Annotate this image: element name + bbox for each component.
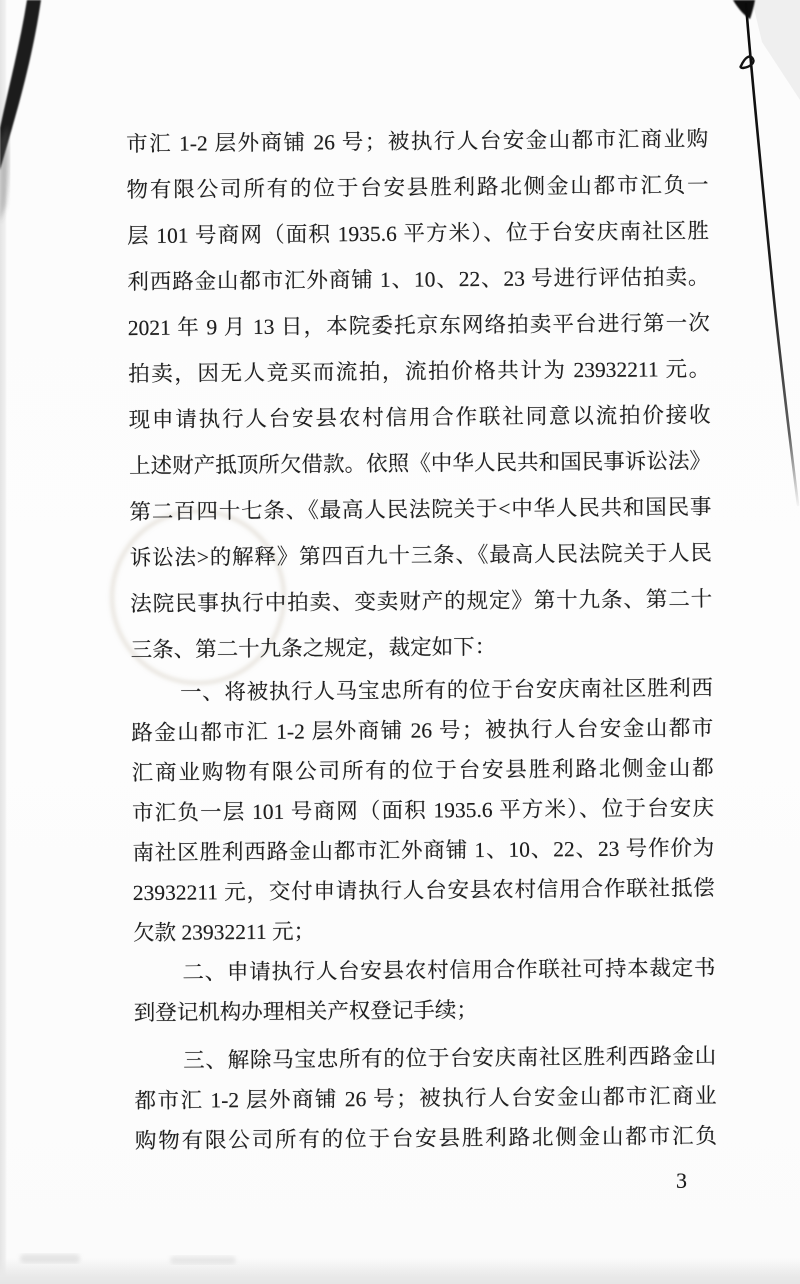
text-line: 物有限公司所有的位于台安县胜利路北侧金山都市汇负一 — [126, 172, 709, 203]
text-line: 路金山都市汇 1-2 层外商铺 26 号；被执行人台安金山都市 — [131, 715, 714, 746]
text-line: 23932211 元，交付申请执行人台安县农村信用合作联社抵偿 — [132, 875, 715, 906]
scanner-edge-left — [0, 0, 7, 1284]
page-number: 3 — [676, 1168, 687, 1193]
text-line: 2021 年 9 月 13 日，本院委托京东网络拍卖平台进行第一次 — [127, 310, 710, 341]
scan-edge-blob-top-right — [733, 0, 755, 19]
text-line: 三、解除马宝忠所有的位于台安庆南社区胜利西路金山 — [183, 1043, 717, 1073]
text-line: 现申请执行人台安县农村信用合作联社同意以流拍价接收 — [128, 402, 711, 433]
text-line: 到登记机构办理相关产权登记手续； — [133, 998, 478, 1026]
document-body — [126, 116, 717, 1161]
text-line: 三条、第二十九条之规定，裁定如下： — [130, 634, 497, 663]
text-line: 诉讼法>的解释》第四百九十三条、《最高人民法院关于人民 — [129, 540, 712, 571]
text-line: 一、将被执行人马宝忠所有的位于台安庆南社区胜利西 — [179, 675, 714, 705]
text-line: 都市汇 1-2 层外商铺 26 号；被执行人台安金山都市汇商业 — [134, 1083, 717, 1114]
text-line: 欠款 23932211 元； — [133, 919, 316, 946]
text-line: 二、申请执行人台安县农村信用合作联社可持本裁定书 — [182, 955, 716, 985]
ruling-item-2 — [133, 948, 716, 1033]
text-line: 汇商业购物有限公司所有的位于台安县胜利路北侧金山都 — [131, 755, 714, 786]
text-line: 拍卖，因无人竞买而流拍，流拍价格共计为 23932211 元。 — [128, 356, 711, 387]
scan-curl-mark — [741, 57, 754, 68]
text-line: 法院民事执行中拍卖、变卖财产的规定》第十九条、第二十 — [130, 586, 713, 617]
text-line: 上述财产抵顶所欠借款。依照《中华人民共和国民事诉讼法》 — [128, 448, 712, 479]
paragraph-auction-facts — [126, 116, 713, 673]
text-line: 市汇负一层 101 号商网（面积 1935.6 平方米）、位于台安庆 — [131, 795, 715, 826]
scanner-edge-bottom — [0, 1258, 800, 1284]
ruling-item-1 — [131, 668, 715, 953]
scan-edge-line-top-right — [746, 4, 798, 505]
text-line: 第二百四十七条、《最高人民法院关于<中华人民共和国民事 — [129, 494, 712, 525]
scan-background-corner — [752, 0, 800, 100]
text-line: 购物有限公司所有的位于台安县胜利路北侧金山都市汇负 — [134, 1123, 718, 1154]
text-line: 层 101 号商网（面积 1935.6 平方米）、位于台安庆南社区胜 — [126, 218, 710, 249]
ruling-item-3 — [134, 1036, 717, 1161]
text-line: 市汇 1-2 层外商铺 26 号；被执行人台安金山都市汇商业购 — [126, 126, 709, 157]
text-line: 南社区胜利西路金山都市汇外商铺 1、10、22、23 号作价为 — [132, 835, 715, 866]
text-line: 利西路金山都市汇外商铺 1、10、22、23 号进行评估拍卖。 — [127, 264, 710, 295]
